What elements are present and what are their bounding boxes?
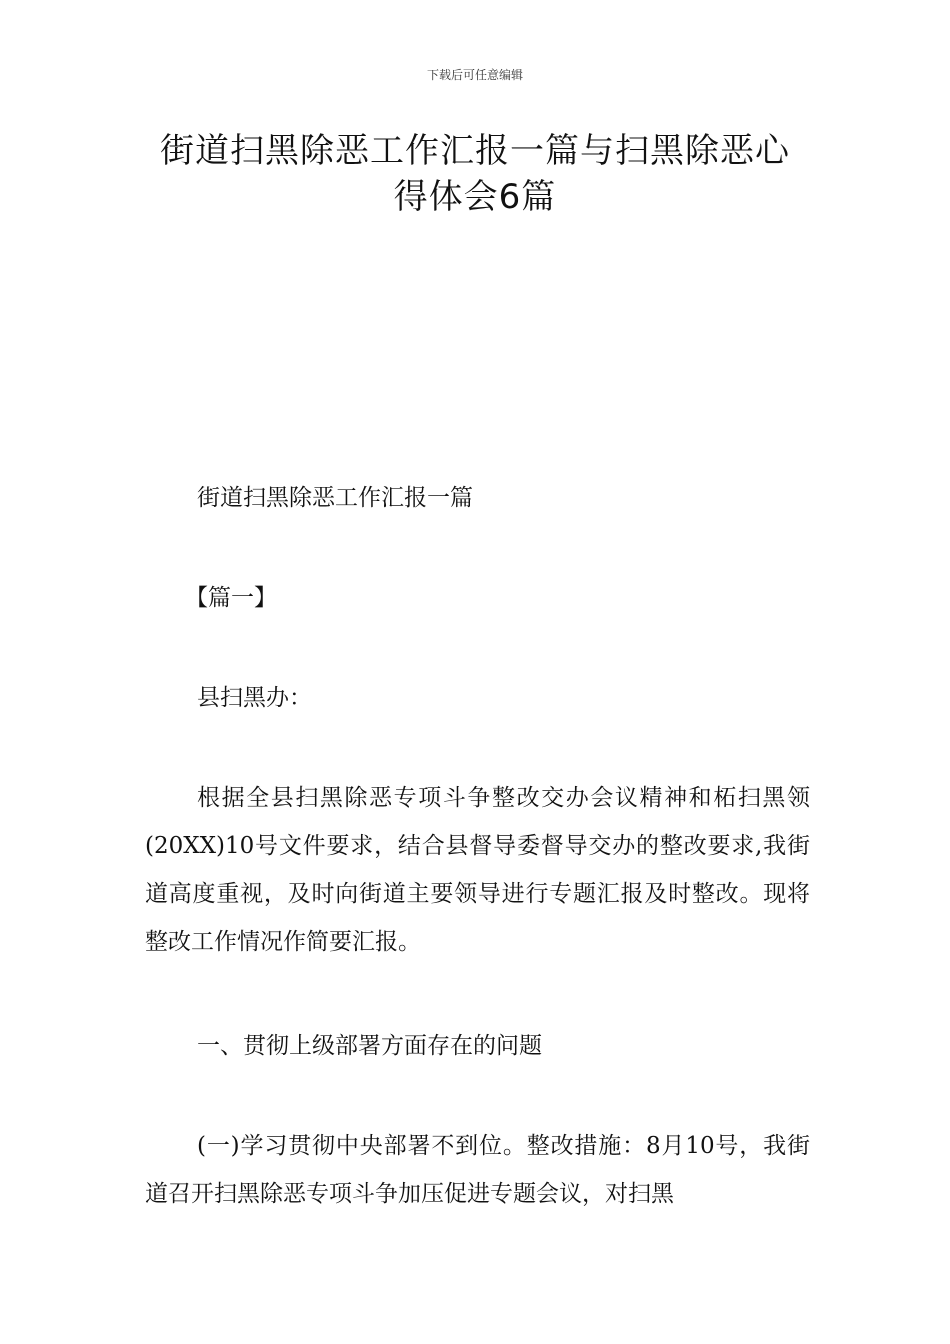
paragraph-1: 根据全县扫黑除恶专项斗争整改交办会议精神和柘扫黑领(20XX)10号文件要求，结合县督导委督导交办的整改要求,我街道高度重视，及时向街道主要领导进行专题汇报及时整改。现将整改工作情况作简要汇报。: [145, 785, 810, 955]
document-title: [100, 128, 850, 220]
subheading-1: 一、贯彻上级部署方面存在的问题: [197, 1033, 542, 1059]
header-note: 下载后可任意编辑: [426, 68, 523, 82]
salutation: 县扫黑办：: [197, 685, 312, 711]
paragraph-2: (一)学习贯彻中央部署不到位。整改措施：8月10号，我街道召开扫黑除恶专项斗争加压促进专题会议，对扫黑: [145, 1133, 810, 1207]
title-line-1: 街道扫黑除恶工作汇报一篇与扫黑除恶心: [160, 131, 790, 171]
section-heading: 街道扫黑除恶工作汇报一篇: [197, 485, 473, 511]
title-line-2: 得体会6篇: [393, 177, 557, 217]
part-label: 【篇一】: [185, 585, 277, 611]
